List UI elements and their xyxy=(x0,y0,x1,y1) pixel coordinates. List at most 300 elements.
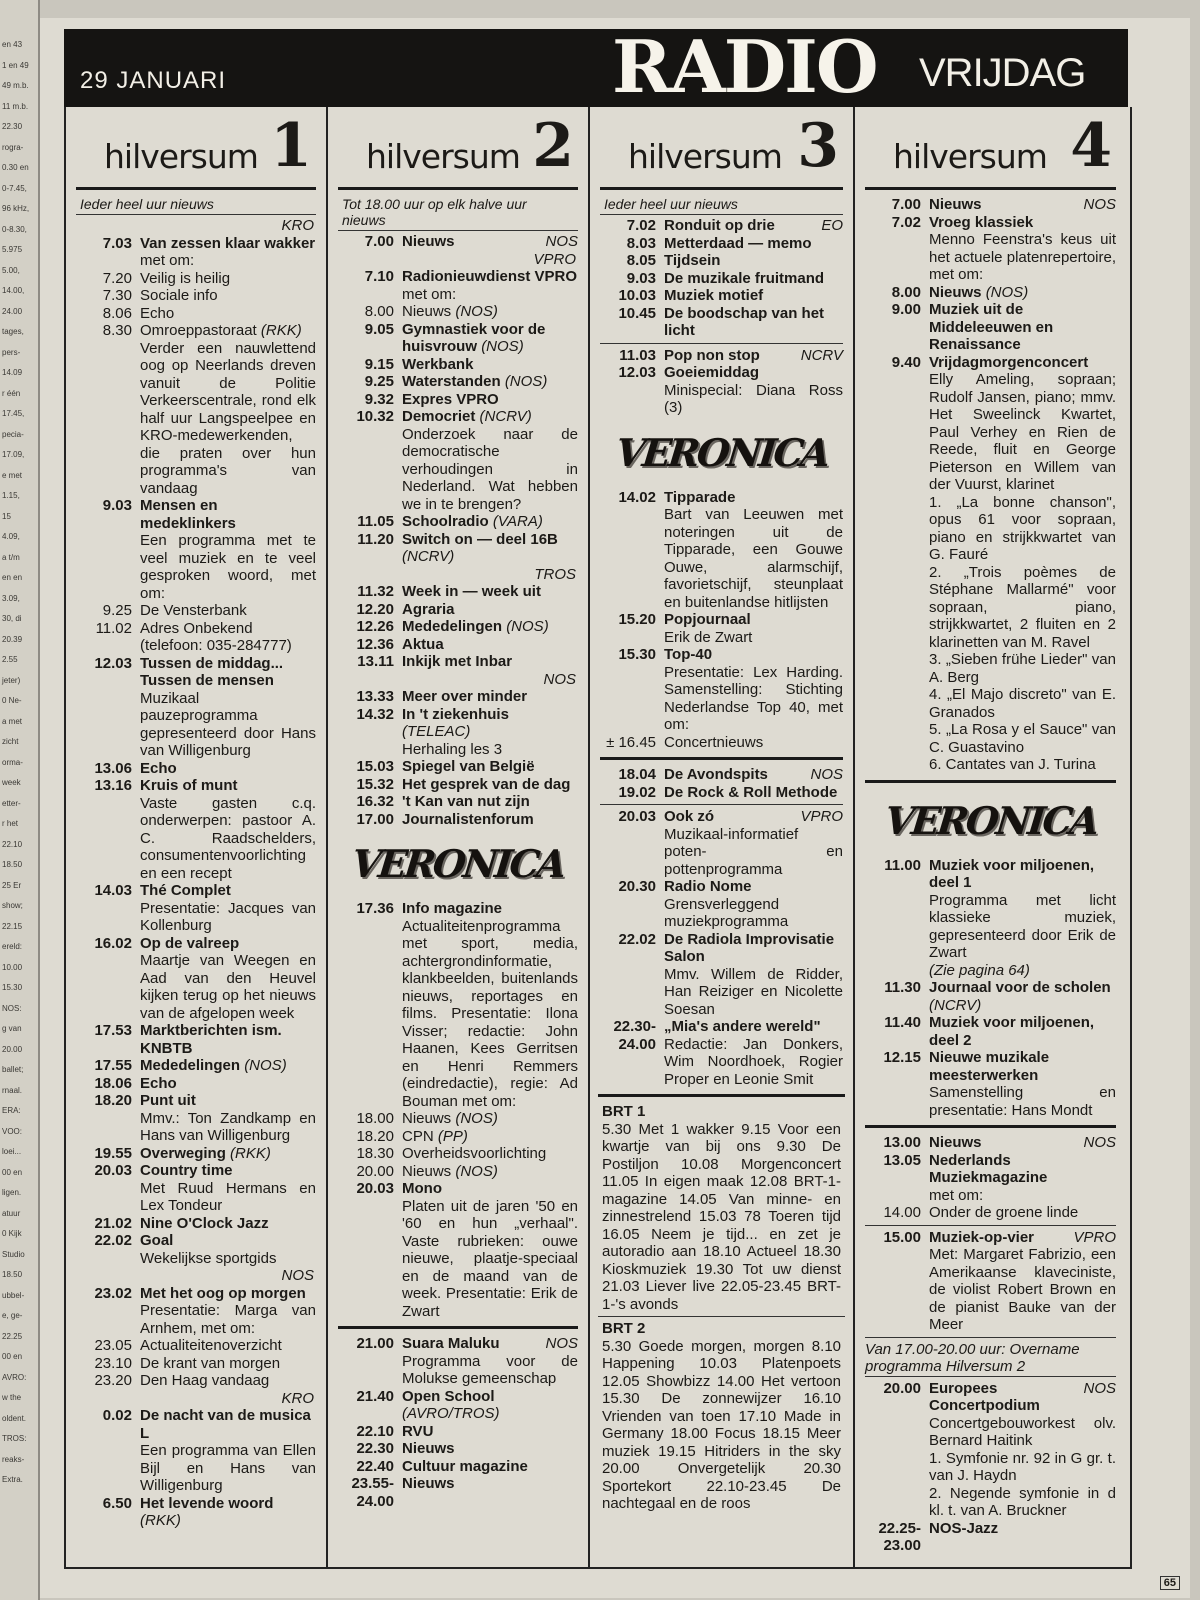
program-time: 9.40 xyxy=(891,353,921,371)
adjacent-page-fragment: loei... xyxy=(2,1147,22,1156)
program-entry xyxy=(338,653,578,671)
program-body xyxy=(140,1232,316,1267)
program-title: Mededelingen xyxy=(402,618,503,635)
program-body xyxy=(929,284,1116,302)
program-time: 13.05 xyxy=(883,1151,921,1169)
adjacent-page-fragment: 15.30 xyxy=(2,983,23,992)
program-entry xyxy=(338,321,578,356)
program-body xyxy=(402,1388,578,1423)
section-note: Van 17.00-20.00 uur: Overname programma Hilversum 2 xyxy=(865,1341,1116,1377)
adjacent-page-fragment: orma- xyxy=(2,757,23,767)
broadcaster-label: NOS xyxy=(1083,1134,1116,1151)
program-title: Nederlands Muziekmagazine xyxy=(929,1151,1048,1186)
program-time: 7.02 xyxy=(891,213,921,231)
program-body xyxy=(140,235,316,270)
program-title: Tipparade xyxy=(664,488,736,506)
adjacent-page-fragment: 17.45, xyxy=(2,409,25,418)
adjacent-page-fragment: 22.10 xyxy=(2,839,23,849)
program-title: Nieuws xyxy=(402,1475,455,1492)
program-description: Onderzoek naar de democratische verhoudingen in Nederland. Wat hebben we in te brengen? xyxy=(402,425,578,513)
program-entry xyxy=(338,601,578,619)
program-body xyxy=(664,931,843,1019)
program-time: 8.03 xyxy=(626,234,656,252)
program-time: 19.55 xyxy=(94,1144,132,1162)
program-title: De Radiola Improvisatie Salon xyxy=(664,930,835,965)
program-title: Punt uit xyxy=(140,1092,196,1109)
program-time: 7.03 xyxy=(102,234,132,252)
program-entry xyxy=(338,1128,578,1146)
program-description: Actualiteitenprogramma met sport, media, achtergrondinformatie, klankbeelden, buitenlands nieuws, reportages en films. Presentatie: Ilona Visser; redactie: John Haanen, Kees Gerritsen en Henri Remmers (eindredactie), regie: Ad Bouman met om: xyxy=(402,917,578,1110)
program-description: Programma met licht klassieke muziek, gepresenteerd door Erik de Zwart xyxy=(929,891,1116,961)
program-title: 't Kan van nut zijn xyxy=(402,793,530,810)
program-entry xyxy=(76,1355,316,1373)
program-entry xyxy=(338,618,578,636)
broadcaster-label: NOS xyxy=(810,766,843,783)
time-spacer xyxy=(865,721,929,756)
broadcaster-label: (RKK) xyxy=(260,322,302,339)
program-entry xyxy=(865,284,1116,302)
station-name: hilversum xyxy=(893,137,1047,176)
program-entry xyxy=(76,620,316,655)
adjacent-page-fragment: 3.09, xyxy=(2,593,20,603)
program-title: Mededelingen xyxy=(140,1057,241,1074)
program-time: 11.20 xyxy=(357,530,394,548)
program-time: 20.03 xyxy=(94,1162,132,1179)
broadcaster-label: NOS xyxy=(281,1267,314,1284)
program-body xyxy=(140,777,316,882)
program-entry xyxy=(338,1163,578,1181)
program-title: Tijdsein xyxy=(664,252,721,269)
program-title: Popjournaal xyxy=(664,611,751,628)
program-entry xyxy=(865,1014,1116,1049)
program-body xyxy=(402,1163,578,1181)
program-entry xyxy=(76,1407,316,1495)
program-entry xyxy=(338,1458,578,1476)
program-title: Journalistenforum xyxy=(402,810,534,828)
broadcaster-label: (NOS) xyxy=(455,1162,498,1180)
program-detail xyxy=(865,1450,1116,1485)
adjacent-page-fragment: 1.15, xyxy=(2,491,20,500)
program-entry xyxy=(338,1423,578,1441)
program-title: Tussen de middag... Tussen de mensen xyxy=(140,654,284,689)
program-body xyxy=(402,321,578,356)
program-title: Nieuws xyxy=(402,1440,455,1457)
program-time: 15.32 xyxy=(356,775,394,793)
program-title: Nieuws xyxy=(402,303,452,320)
program-title: Echo xyxy=(140,304,175,322)
program-title: Nieuws xyxy=(929,1134,982,1151)
program-title: De boodschap van het licht xyxy=(664,304,825,339)
program-title: Actualiteitenoverzicht xyxy=(140,1337,282,1354)
program-time: 18.20 xyxy=(356,1127,394,1145)
program-body xyxy=(140,1495,316,1530)
program-title: Muziek-op-vier xyxy=(929,1228,1035,1246)
program-title: Kruis of munt xyxy=(140,777,238,794)
adjacent-page-fragment: en en xyxy=(2,573,23,582)
program-time: 16.32 xyxy=(356,793,394,810)
program-body xyxy=(140,935,316,1023)
program-body xyxy=(140,1057,316,1075)
program-title: Veilig is heilig xyxy=(140,269,231,287)
program-body xyxy=(402,776,578,794)
program-time: 12.26 xyxy=(356,618,394,635)
adjacent-page-fragment: 0.30 en xyxy=(2,163,29,172)
program-entry xyxy=(76,1075,316,1093)
program-time: 11.40 xyxy=(884,1014,921,1031)
program-detail-text: 2. Negende symfonie in d kl. t. van A. Bruckner xyxy=(929,1484,1116,1519)
time-spacer xyxy=(865,756,929,774)
program-title: Het levende woord xyxy=(140,1494,274,1512)
adjacent-page-fragment: 11 m.b. xyxy=(2,101,29,111)
program-detail-text: 4. „El Majo discreto" van E. Granados xyxy=(929,686,1116,721)
divider xyxy=(865,780,1116,783)
program-entry xyxy=(338,900,578,1110)
divider xyxy=(865,1125,1116,1128)
program-entry xyxy=(338,268,578,303)
program-entry xyxy=(76,1372,316,1390)
program-time: 23.20 xyxy=(94,1372,132,1389)
program-body xyxy=(402,1128,578,1146)
broadcaster-label: (NOS) xyxy=(481,338,524,355)
program-time: 15.03 xyxy=(356,758,394,775)
program-body xyxy=(402,811,578,829)
program-body xyxy=(140,497,316,602)
program-body xyxy=(402,1440,578,1458)
program-description: Menno Feenstra's keus uit het actuele platenrepertoire, met om: xyxy=(929,231,1116,283)
program-detail xyxy=(865,494,1116,564)
adjacent-page-fragment: reaks- xyxy=(2,1454,25,1464)
column-header xyxy=(76,107,316,190)
program-description: Erik de Zwart xyxy=(664,628,753,646)
program-time: 23.05 xyxy=(94,1337,132,1354)
program-description: Grensverleggend muziekprogramma xyxy=(664,895,789,930)
program-title: Agraria xyxy=(402,600,455,618)
program-time: 7.20 xyxy=(102,269,132,287)
program-entry xyxy=(76,1092,316,1145)
program-entry xyxy=(338,356,578,374)
program-time: 15.30 xyxy=(618,646,656,663)
program-detail-text: 2. „Trois poèmes de Stéphane Mallarmé" voor sopraan, piano, strijkkwartet, 2 fluiten en 2 klarinetten van M. Ravel xyxy=(929,563,1116,651)
program-title: Nieuws xyxy=(402,1162,452,1180)
program-body xyxy=(402,531,578,566)
adjacent-page-fragment: 1 en 49 xyxy=(2,60,29,70)
program-title: Top-40 xyxy=(664,646,713,663)
station-number: 3 xyxy=(797,111,839,181)
program-title: Expres VPRO xyxy=(402,390,499,408)
station-name: hilversum xyxy=(366,137,520,176)
program-time: 18.04 xyxy=(618,766,656,783)
program-entry xyxy=(865,354,1116,494)
program-entry xyxy=(76,1162,316,1215)
adjacent-page-fragment: 30, di xyxy=(2,614,22,623)
program-time: 20.00 xyxy=(883,1379,921,1397)
program-entry xyxy=(600,270,843,288)
program-description: Programma voor de Molukse gemeenschap xyxy=(402,1352,578,1387)
adjacent-page-strip xyxy=(0,0,40,1600)
program-detail xyxy=(865,686,1116,721)
program-body xyxy=(140,1215,316,1233)
program-body xyxy=(929,1049,1116,1119)
program-body xyxy=(664,270,843,288)
program-title: Nieuws xyxy=(929,283,982,301)
broadcaster-label: (NCRV) xyxy=(402,548,455,565)
program-body xyxy=(140,305,316,323)
program-entry xyxy=(600,611,843,646)
program-time: 7.00 xyxy=(364,233,394,250)
program-title: Inkijk met Inbar xyxy=(402,653,513,670)
program-time: 22.40 xyxy=(356,1457,394,1475)
station-number: 4 xyxy=(1070,111,1112,181)
adjacent-page-fragment: tages, xyxy=(2,327,24,336)
program-body xyxy=(664,489,843,612)
program-body xyxy=(664,1018,843,1088)
adjacent-page-fragment: 10.00 xyxy=(2,962,23,972)
adjacent-page-fragment: rogra- xyxy=(2,142,24,152)
broadcaster-label: (RKK) xyxy=(230,1144,271,1162)
program-entry xyxy=(338,513,578,531)
broadcaster-label: (NOS) xyxy=(504,373,548,390)
brt1-title: BRT 1 xyxy=(602,1103,646,1120)
program-entry xyxy=(865,1380,1116,1450)
program-time: 8.30 xyxy=(102,322,132,339)
program-body xyxy=(140,287,316,305)
program-time: 11.05 xyxy=(357,513,394,530)
program-time: 9.00 xyxy=(891,301,921,318)
program-body xyxy=(140,1022,316,1057)
divider xyxy=(338,1326,578,1329)
program-body xyxy=(140,1075,316,1093)
program-entry xyxy=(338,1335,578,1388)
program-description: Een programma met te veel muziek en te veel gesproken woord, met om: xyxy=(140,532,316,602)
program-body xyxy=(664,217,843,235)
adjacent-page-fragment: 0-7.45, xyxy=(2,183,27,193)
program-body xyxy=(664,364,843,417)
broadcaster-label: (PP) xyxy=(437,1127,468,1145)
broadcaster-label: VPRO xyxy=(800,808,843,825)
program-entry xyxy=(865,979,1116,1014)
divider xyxy=(598,1094,845,1097)
program-title: Radio Nome xyxy=(664,878,752,895)
program-title: Gymnastiek voor de huisvrouw xyxy=(402,320,546,355)
program-title: Week in — week uit xyxy=(402,583,541,600)
program-entry xyxy=(865,196,1116,214)
adjacent-page-fragment: ligen. xyxy=(2,1188,22,1197)
program-entry xyxy=(76,322,316,497)
program-entry xyxy=(76,602,316,620)
program-title: Metterdaad — memo xyxy=(664,234,812,252)
program-body xyxy=(929,1152,1116,1205)
program-entry xyxy=(338,1110,578,1128)
adjacent-page-fragment: 14.00, xyxy=(2,286,25,295)
program-entry xyxy=(76,1215,316,1233)
program-entry xyxy=(865,1229,1116,1334)
program-time: 23.10 xyxy=(94,1354,132,1372)
broadcaster-label: NOS xyxy=(545,1335,578,1352)
program-time: 11.00 xyxy=(884,856,921,874)
program-description: Muzikaal pauzeprogramma gepresenteerd door Hans van Willigenburg xyxy=(140,689,316,759)
divider xyxy=(865,1225,1116,1226)
program-body xyxy=(929,196,1116,214)
program-body xyxy=(402,1475,578,1510)
program-body xyxy=(402,408,578,513)
adjacent-page-fragment: 15 xyxy=(2,511,11,521)
adjacent-page-fragment: 2.55 xyxy=(2,655,18,664)
adjacent-page-fragment: 5.00, xyxy=(2,265,20,275)
station-number: 1 xyxy=(270,111,312,181)
program-title: Adres Onbekend (telefoon: 035-284777) xyxy=(140,619,292,654)
program-description: met om: xyxy=(140,252,195,269)
adjacent-page-fragment: 0-8.30, xyxy=(2,224,27,234)
station-name: hilversum xyxy=(104,137,258,176)
program-time: 18.06 xyxy=(94,1074,132,1092)
program-title: Schoolradio xyxy=(402,513,489,530)
program-title: Onder de groene linde xyxy=(929,1204,1079,1221)
veronica-logo xyxy=(600,421,843,485)
broadcaster-label: (RKK) xyxy=(140,1512,181,1529)
divider xyxy=(600,757,843,760)
program-title: CPN xyxy=(402,1127,434,1145)
program-body xyxy=(402,688,578,706)
program-entry xyxy=(600,878,843,931)
adjacent-page-fragment: rnaal. xyxy=(2,1085,23,1095)
program-time: 21.00 xyxy=(356,1335,394,1352)
program-body xyxy=(929,1520,1116,1555)
program-body xyxy=(929,1134,1116,1152)
adjacent-page-fragment: oldent. xyxy=(2,1413,27,1423)
program-time: 21.02 xyxy=(94,1214,132,1232)
adjacent-page-fragment: 22.15 xyxy=(2,921,23,931)
program-time: 14.00 xyxy=(883,1204,921,1221)
program-entry xyxy=(338,758,578,776)
program-entry xyxy=(600,287,843,305)
program-description: Maartje van Weegen en Aad van den Heuvel kijken terug op het nieuws van de afgelopen week xyxy=(140,952,316,1022)
program-detail-text: 1. „La bonne chanson", opus 61 voor sopraan, piano en strijkkwartet van G. Fauré xyxy=(929,493,1116,563)
program-description: Verder een nauwlettend oog op Neerlands dreven vanuit de Politie Verkeerscentrale, rond elk half uur Langspeelpee en KRO-medewerkenden, die praten over hun programma's van vandaag xyxy=(140,339,316,497)
program-time: 9.32 xyxy=(364,390,394,408)
program-description: Presentatie: Jacques van Kollenburg xyxy=(140,899,316,934)
program-time: 18.20 xyxy=(94,1092,132,1109)
program-time: 15.20 xyxy=(618,611,656,628)
program-title: Echo xyxy=(140,1074,177,1092)
program-time: 7.10 xyxy=(364,268,394,285)
program-time: 22.25-23.00 xyxy=(878,1519,921,1554)
program-body xyxy=(402,583,578,601)
program-entry xyxy=(76,882,316,935)
adjacent-page-fragment: show; xyxy=(2,901,23,910)
program-description: met om: xyxy=(402,285,457,303)
program-list xyxy=(338,233,578,1510)
program-entry xyxy=(600,808,843,878)
column-hilversum-3 xyxy=(590,107,855,1567)
program-body xyxy=(402,303,578,321)
program-title: Nine O'Clock Jazz xyxy=(140,1214,269,1232)
adjacent-page-fragment: pecia- xyxy=(2,429,24,439)
program-detail-text: 6. Cantates van J. Turina xyxy=(929,756,1096,773)
program-time: 6.50 xyxy=(102,1494,132,1512)
program-entry xyxy=(338,1180,578,1320)
program-time: 18.00 xyxy=(356,1110,394,1127)
veronica-logo xyxy=(338,832,578,896)
program-time: 22.02 xyxy=(618,930,656,948)
program-time: 22.30 xyxy=(356,1440,394,1457)
program-title: Mensen en medeklinkers xyxy=(140,497,236,532)
program-body xyxy=(929,214,1116,284)
program-time: 17.53 xyxy=(94,1022,132,1039)
program-body xyxy=(929,979,1116,1014)
program-entry xyxy=(76,305,316,323)
program-title: Concertnieuws xyxy=(664,733,764,751)
broadcaster-label: (NOS) xyxy=(244,1057,287,1074)
program-time: 22.10 xyxy=(356,1422,394,1440)
program-body xyxy=(929,857,1116,980)
program-time: 9.25 xyxy=(102,602,132,619)
program-entry xyxy=(76,1022,316,1057)
program-time: 22.02 xyxy=(94,1232,132,1249)
program-body xyxy=(140,620,316,655)
program-title: Nieuws xyxy=(402,1110,452,1127)
adjacent-page-fragment: en 43 xyxy=(2,40,23,49)
program-time: 12.03 xyxy=(94,654,132,672)
program-title: Overheidsvoorlichting xyxy=(402,1145,547,1162)
program-title: Open School xyxy=(402,1387,495,1405)
program-entry xyxy=(76,1337,316,1355)
program-body xyxy=(664,235,843,253)
program-title: Journaal voor de scholen xyxy=(929,979,1111,996)
program-entry xyxy=(338,1440,578,1458)
program-time: 23.55-24.00 xyxy=(351,1475,394,1510)
adjacent-page-fragment: 96 kHz, xyxy=(2,204,30,213)
header-day: VRIJDAG xyxy=(919,51,1086,95)
program-title: Nieuws xyxy=(929,196,982,213)
time-spacer xyxy=(865,651,929,686)
program-time: 20.00 xyxy=(356,1162,394,1180)
program-time: 12.36 xyxy=(356,635,394,653)
adjacent-page-fragment: 20.39 xyxy=(2,634,23,644)
program-time: 9.15 xyxy=(364,355,394,373)
program-entry xyxy=(338,1475,578,1510)
broadcaster-label: (VARA) xyxy=(492,513,543,530)
veronica-logo xyxy=(865,789,1116,853)
column-header xyxy=(338,107,578,190)
program-description: Muzikaal-informatief poten- en pottenprogramma xyxy=(664,825,843,878)
adjacent-page-fragment: zicht xyxy=(2,737,19,746)
program-body xyxy=(929,1204,1116,1222)
broadcaster-label: (NOS) xyxy=(506,618,549,635)
program-body xyxy=(402,391,578,409)
program-body xyxy=(402,1180,578,1320)
program-time: 15.00 xyxy=(883,1228,921,1246)
program-time: 17.00 xyxy=(356,810,394,828)
adjacent-page-fragment: a t/m xyxy=(2,552,20,562)
program-body xyxy=(402,1423,578,1441)
program-title: De muzikale fruitmand xyxy=(664,269,825,287)
program-body xyxy=(140,1162,316,1215)
adjacent-page-fragment: 0 Ne- xyxy=(2,696,22,705)
program-title: Suara Maluku xyxy=(402,1335,500,1352)
broadcaster-label: KRO xyxy=(281,1389,314,1407)
program-time: 12.20 xyxy=(356,600,394,618)
program-entry xyxy=(865,214,1116,284)
program-time: 7.30 xyxy=(102,287,132,304)
program-description: met om: xyxy=(929,1186,984,1204)
veronica-logo-text: VERONICA xyxy=(882,797,1099,843)
program-title: Democriet xyxy=(402,408,476,425)
program-entry xyxy=(865,1049,1116,1119)
program-entry xyxy=(338,408,578,513)
program-description: Mmv. Willem de Ridder, Han Reiziger en Nicolette Soesan xyxy=(664,965,843,1018)
program-description: Platen uit de jaren '50 en '60 en hun „verhaal". Vaste rubrieken: ouwe nieuwe, plaatje-speciaal en de maand van de week. Presentatie: Erik de Zwart xyxy=(402,1197,578,1320)
adjacent-page-fragment: 25 Er xyxy=(2,880,22,890)
